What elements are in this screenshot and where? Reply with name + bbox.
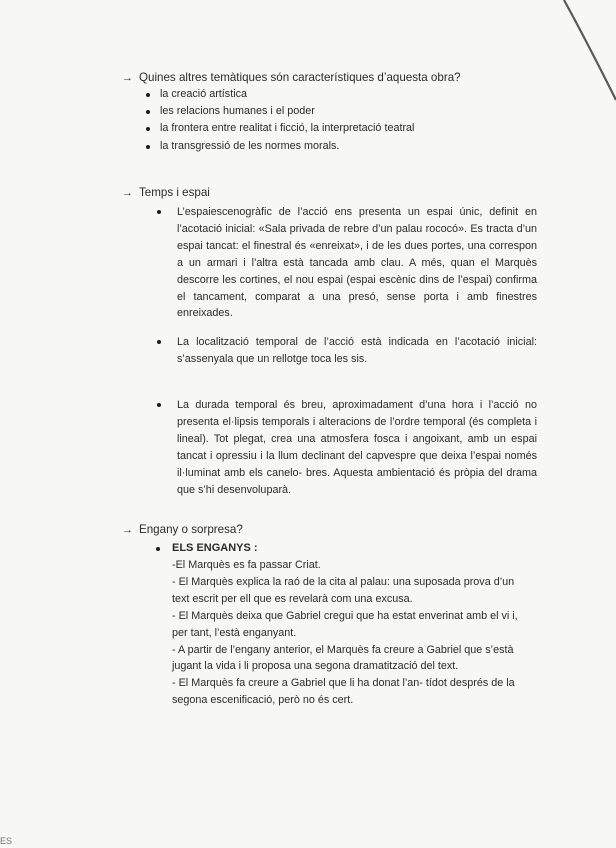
heading-text: Temps i espai (139, 186, 210, 199)
enganys-line: - A partir de l’engany anterior, el Marquès fa creure a Gabriel que s’està (172, 643, 514, 656)
paragraph-durada (177, 397, 537, 498)
list-item: la frontera entre realitat i ficció, la interpretació teatral (160, 120, 414, 137)
bullet-icon (157, 210, 161, 214)
arrow-icon: → (122, 72, 133, 84)
paragraph-text: L’espaiescenogràfic de l’acció ens presenta un espai únic, definit en l’acotació inicial: «Sala privada de rebre d’un palau rococó». Es tracta d’un espai tancat: el finestral és «enreixat», i de les dues portes, una correspon a un armari i l’altra està tancada amb clau. A més, quan el Marquès descorre les cortines, el nou espai (espai escènic dins de l’espai) confirma el tancament, comparat a una presó, sense porta i amb finestres enreixades. (177, 206, 537, 320)
paragraph-espai (177, 204, 537, 322)
enganys-line: - El Marquès fa creure a Gabriel que li ha donat l’an- tídot després de la (172, 677, 515, 690)
arrow-icon: → (122, 524, 133, 536)
enganys-block (172, 540, 542, 709)
enganys-line: - El Marquès explica la raó de la cita al palau: una suposada prova d’un (172, 575, 515, 588)
heading-tematiques (122, 70, 461, 86)
heading-text: Quines altres temàtiques són característiques d’aquesta obra? (139, 71, 461, 84)
bullet-icon (157, 403, 161, 407)
enganys-line: - El Marquès deixa que Gabriel cregui que ha estat enverinat amb el vi i, (172, 609, 518, 622)
heading-engany (122, 522, 243, 538)
scan-fold-mark (556, 0, 616, 110)
bullet-icon (156, 547, 160, 551)
paragraph-text: La localització temporal de l’acció està indicada en l’acotació inicial: s’assenyala que un rellotge toca les sis. (177, 336, 537, 365)
arrow-icon: → (122, 187, 133, 199)
enganys-line: per tant, l’està enganyant. (172, 626, 297, 639)
heading-text: Engany o sorpresa? (139, 523, 243, 536)
bullet-icon (157, 340, 161, 344)
list-item: les relacions humanes i el poder (160, 103, 414, 120)
tematiques-list (160, 86, 414, 155)
paragraph-temporal (177, 334, 537, 368)
enganys-line: jugant la vida i li proposa una segona dramatització del text. (172, 660, 459, 673)
enganys-line: segona escenificació, però no és cert. (172, 694, 354, 707)
list-item: la creació artística (160, 86, 414, 103)
enganys-line: -El Marquès es fa passar Criat. (172, 559, 321, 571)
heading-temps-espai (122, 185, 210, 201)
paragraph-text: La durada temporal és breu, aproximadament d’una hora i l’acció no presenta el·lipsis temporals i alteracions de l’ordre temporal (és completa i lineal). Tot plegat, crea una atmosfera fosca i angoixant, amb un espai tancat i opressiu i la llum declinant del capvespre que deixa l’espai només il·luminat amb els canelo- bres. Aquesta ambientació és pròpia del drama que s’hi desenvoluparà. (177, 399, 537, 496)
corner-mark: ES (0, 836, 13, 846)
list-item: la transgressió de les normes morals. (160, 138, 414, 155)
enganys-line: text escrit per ell que es revelarà com una excusa. (172, 592, 413, 605)
enganys-title: ELS ENGANYS : (172, 542, 258, 554)
